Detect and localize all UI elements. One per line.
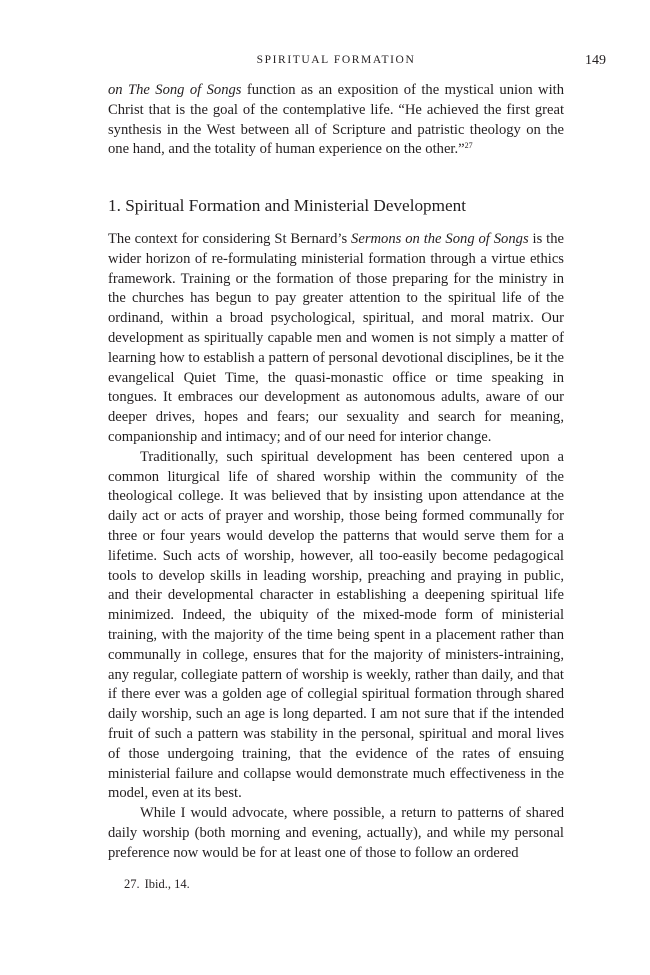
body-paragraph-1 bbox=[108, 230, 564, 448]
body-text bbox=[108, 230, 564, 864]
p1-lead-text: The context for considering St Bernard’s bbox=[108, 231, 352, 247]
intro-italic-title: on The Song of Songs bbox=[108, 82, 242, 98]
p1-rest-text: is the wider horizon of re-formulating ministerial formation through a virtue ethics framework. Training or the formation of those preparing for the ministry in the churches has begun to pay greater attention to the spiritual life of the ordinand, within a broad psychological, spiritual, and moral matrix. Our development as spiritually capable men and women is not simply a matter of learning how to establish a pattern of personal devotional disciplines, be it the evangelical Quiet Time, the quasi-monastic office or time speaking in tongues. It embraces our development as autonomous adults, aware of our deeper drives, hopes and fears; our sexuality and search for meaning, companionship and intimacy; and of our need for interior change. bbox=[108, 231, 564, 445]
footnote-27 bbox=[124, 876, 190, 892]
section-heading: 1. Spiritual Formation and Ministerial Development bbox=[108, 196, 467, 215]
body-paragraph-3: While I would advocate, where possible, a return to patterns of shared daily worship (both morning and evening, actually), and while my personal preference now would be for at least one of those to follow an ordered bbox=[108, 805, 564, 861]
footnote-text: Ibid., 14. bbox=[144, 877, 190, 891]
running-head bbox=[108, 53, 606, 70]
p1-italic-title: Sermons on the Song of Songs bbox=[351, 231, 529, 247]
footnote-number: 27. bbox=[124, 877, 140, 891]
body-paragraph-2: Traditionally, such spiritual development has been centered upon a common liturgical life of shared worship within the community of the theological college. It was believed that by insisting upon attendance at the daily act or acts of prayer and worship, those being formed communally for three or four years would develop the patterns that would serve them for a lifetime. Such acts of worship, however, all too-easily become pedagogical tools to develop skills in leading worship, preaching and praying in public, and their developmental character in establishing a deepening spiritual life minimized. Indeed, the ubiquity of the mixed-mode form of ministerial training, with the majority of the time being spent in a placement rather than communally in college, ensures that for the majority of ministers-intraining, any regular, collegiate pattern of worship is weekly, rather than daily, and that if there ever was a golden age of collegial spiritual formation through shared daily worship, such an age is long departed. I am not sure that if the intended fruit of such a pattern was stability in the personal, spiritual and moral lives of those undergoing training, that the evidence of the rates of ensuing ministerial failure and collapse would demonstrate much effectiveness in the model, even at its best. bbox=[108, 448, 564, 802]
running-title: SPIRITUAL FORMATION bbox=[256, 54, 416, 66]
footnote-ref-27[interactable]: 27 bbox=[464, 141, 473, 151]
intro-paragraph bbox=[108, 81, 564, 160]
page-number: 149 bbox=[585, 53, 606, 68]
intro-text: function as an exposition of the mystical union with Christ that is the goal of the contemplative life. “He achieved the first great synthesis in the West between all of Scripture and patristic theology on the one hand, and the totality of human experience on the other.” bbox=[108, 82, 565, 158]
